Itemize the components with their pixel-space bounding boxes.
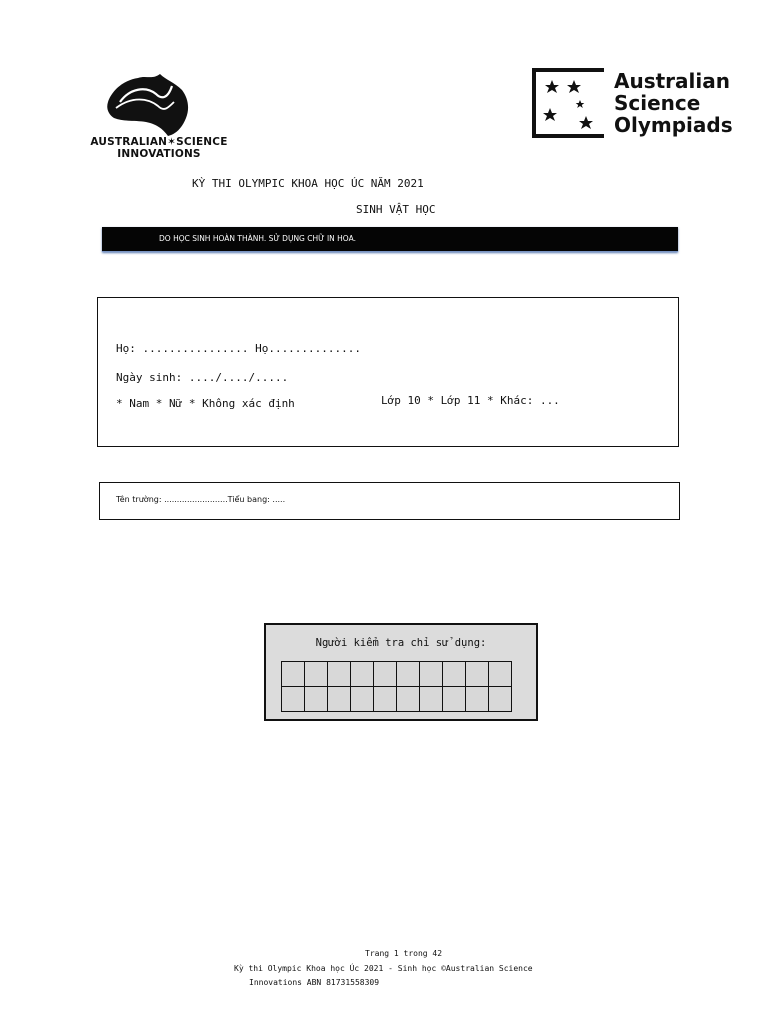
southern-cross-icon [536,72,598,134]
school-field[interactable]: Tên trường: .........................Tiểu bang: ..... [116,495,286,504]
aso-logo-word-3: Olympiads [614,113,733,137]
marker-grid-row [282,687,512,712]
marker-grid-cell[interactable] [305,687,328,712]
marker-grid-cell[interactable] [443,662,466,687]
marker-grid-cell[interactable] [374,687,397,712]
marker-grid-cell[interactable] [466,662,489,687]
gender-options[interactable]: * Nam * Nữ * Không xác định [116,397,295,410]
marker-score-grid [281,661,512,712]
aso-logo [532,68,732,144]
marker-label: Người kiểm tra chỉ sử dụng: [315,637,487,649]
aso-logo-frame [532,68,598,138]
asi-logo [84,72,234,162]
footer-abn: Innovations ABN 81731558309 [249,978,380,987]
marker-grid-cell[interactable] [282,662,305,687]
name-field[interactable]: Họ: ................ Họ.............. [116,342,362,355]
marker-grid-cell[interactable] [282,687,305,712]
subject-title: SINH VẬT HỌC [356,203,436,216]
aso-logo-frame-edge [596,68,604,138]
marker-grid-cell[interactable] [489,687,512,712]
marker-grid-cell[interactable] [443,687,466,712]
school-info-box [99,482,680,520]
asi-logo-line2: INNOVATIONS [117,148,201,160]
marker-grid-cell[interactable] [489,662,512,687]
marker-grid-cell[interactable] [328,687,351,712]
marker-grid-cell[interactable] [397,662,420,687]
aso-logo-word-1: Australian [614,69,730,93]
marker-grid-row [282,662,512,687]
marker-grid-cell[interactable] [374,662,397,687]
marker-grid-cell[interactable] [305,662,328,687]
instruction-bar [102,227,678,252]
australia-map-icon [106,72,196,138]
exam-title: KỲ THI OLYMPIC KHOA HỌC ÚC NĂM 2021 [192,177,424,190]
marker-grid-cell[interactable] [420,687,443,712]
footer-copyright: Kỳ thi Olympic Khoa học Úc 2021 - Sinh học ©Australian Science [234,964,533,973]
marker-grid-cell[interactable] [328,662,351,687]
grade-options[interactable]: Lớp 10 * Lớp 11 * Khác: ... [381,394,560,407]
marker-box [264,623,538,721]
aso-logo-word-2: Science [614,91,701,115]
marker-grid-cell[interactable] [351,662,374,687]
marker-grid-cell[interactable] [420,662,443,687]
marker-grid-cell[interactable] [351,687,374,712]
marker-grid-cell[interactable] [466,687,489,712]
dob-field[interactable]: Ngày sinh: ..../..../..... [116,371,289,384]
marker-grid-cell[interactable] [397,687,420,712]
asi-logo-line1: AUSTRALIAN✶SCIENCE [90,136,228,148]
page-number: Trang 1 trong 42 [365,949,443,958]
instruction-text: DO HỌC SINH HOÀN THÀNH. SỬ DỤNG CHỮ IN HOA. [159,234,356,243]
